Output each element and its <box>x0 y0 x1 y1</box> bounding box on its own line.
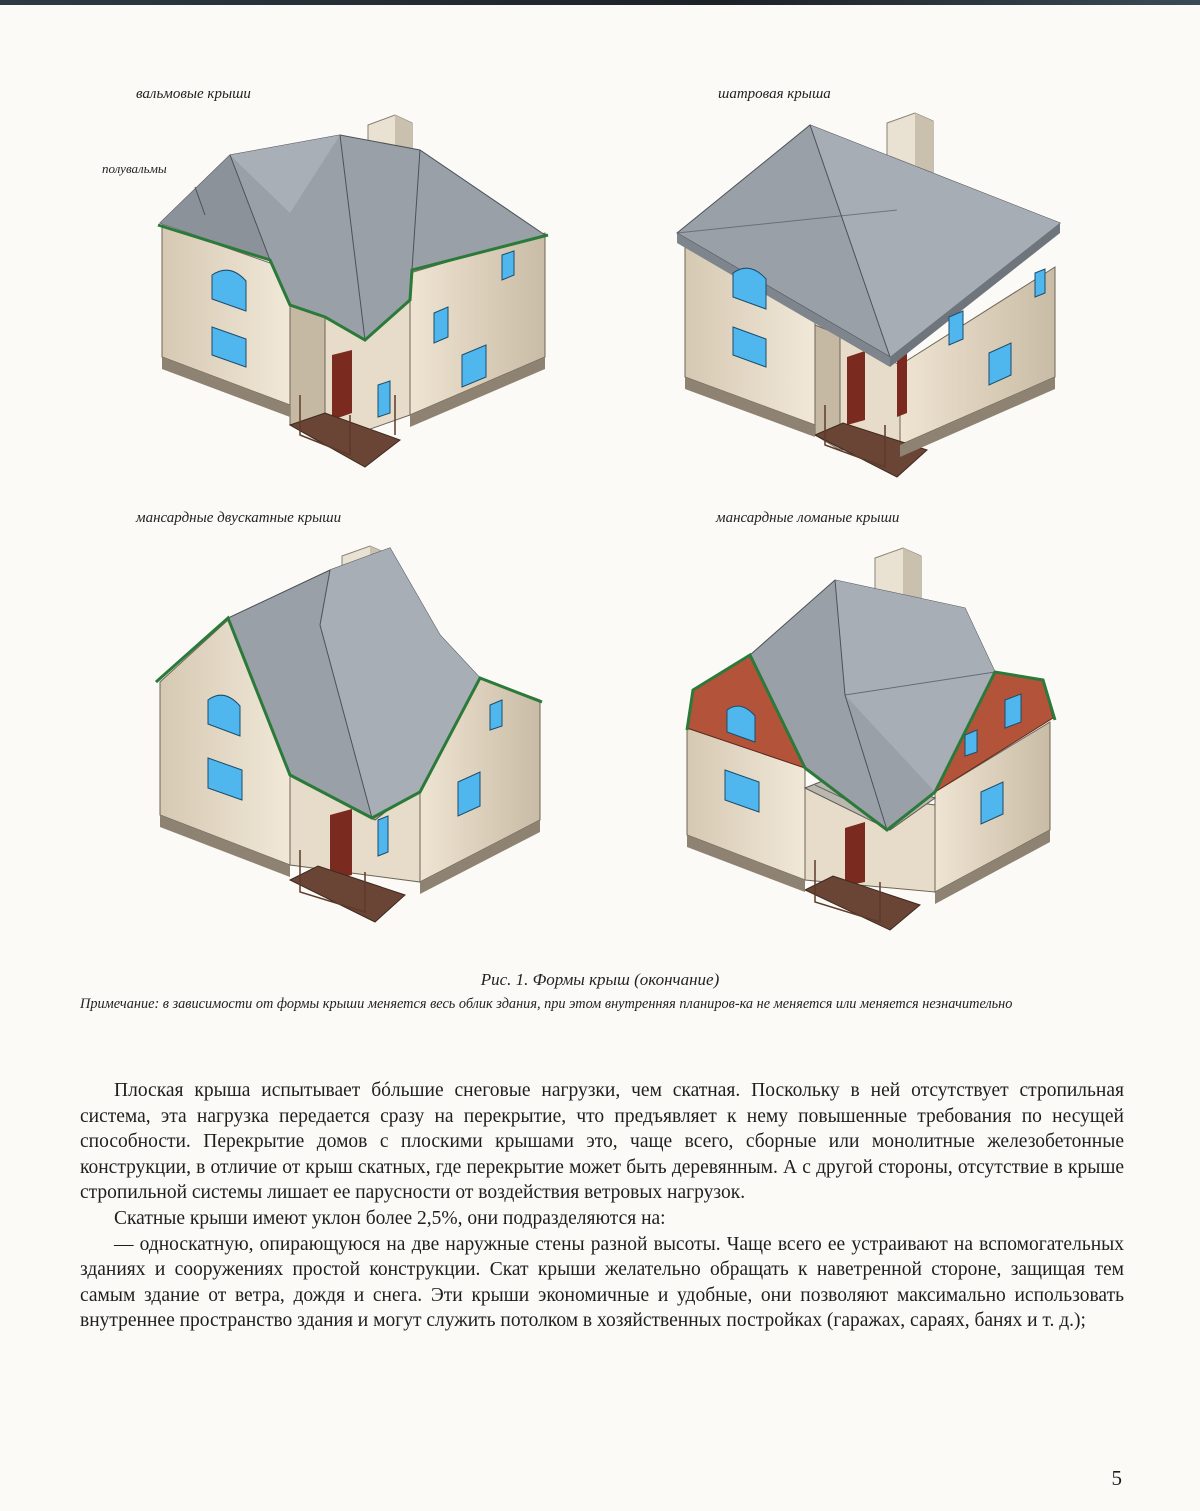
label-mansard-broken: мансардные ломаные крыши <box>716 510 900 526</box>
mansard-broken-house-illustration <box>665 530 1075 940</box>
mansard-gable-house-illustration <box>150 530 560 940</box>
paragraph-pitched-roofs: Скатные крыши имеют уклон более 2,5%, они подразделяются на: <box>114 1207 666 1229</box>
label-mansard-gable: мансардные двускатные крыши <box>136 510 342 526</box>
figure-caption: Рис. 1. Формы крыш (окончание) <box>480 970 720 989</box>
paragraph-single-pitch: — односкатную, опирающуюся на две наружные стены разной высоты. Чаще всего ее устраивают на вспомогательных зданиях и сооружениях простой конструкции. Скат крыши желательно обращать к наветренной стороне, защищая тем самым здание от ветра, дождя и снега. Эти крыши экономичные и удобные, они позволяют максимально использовать внутреннее пространство здания и могут служить потолком в хозяйственных постройках (гаражах, сараях, банях и т. д.); <box>80 1233 1124 1332</box>
body-text <box>80 1078 1124 1334</box>
figure-note: Примечание: в зависимости от формы крыши меняется весь облик здания, при этом внутренняя планиров-ка не меняется или меняется незначительно <box>80 996 1013 1012</box>
label-tent-roof: шатровая крыша <box>718 86 831 102</box>
scan-top-edge <box>0 0 1200 5</box>
label-half-hips: полувальмы <box>102 161 167 176</box>
label-hip-roofs: вальмовые крыши <box>136 86 251 102</box>
hip-roof-house-illustration <box>150 95 560 485</box>
tent-roof-house-illustration <box>665 95 1075 485</box>
page-number: 5 <box>1111 1466 1122 1490</box>
paragraph-flat-roof: Плоская крыша испытывает бóльшие снеговые нагрузки, чем скатная. Поскольку в ней отсутствует стропильная система, эта нагрузка передается сразу на перекрытие, что предъявляет к нему повышенные требования по несущей способности. Перекрытие домов с плоскими крышами это, чаще всего, сборные или монолитные железобетонные конструкции, в отличие от крыш скатных, где перекрытие может быть деревянным. А с другой стороны, отсутствие в крыше стропильной системы лишает ее парусности от воздействия ветровых нагрузок. <box>80 1080 1124 1204</box>
